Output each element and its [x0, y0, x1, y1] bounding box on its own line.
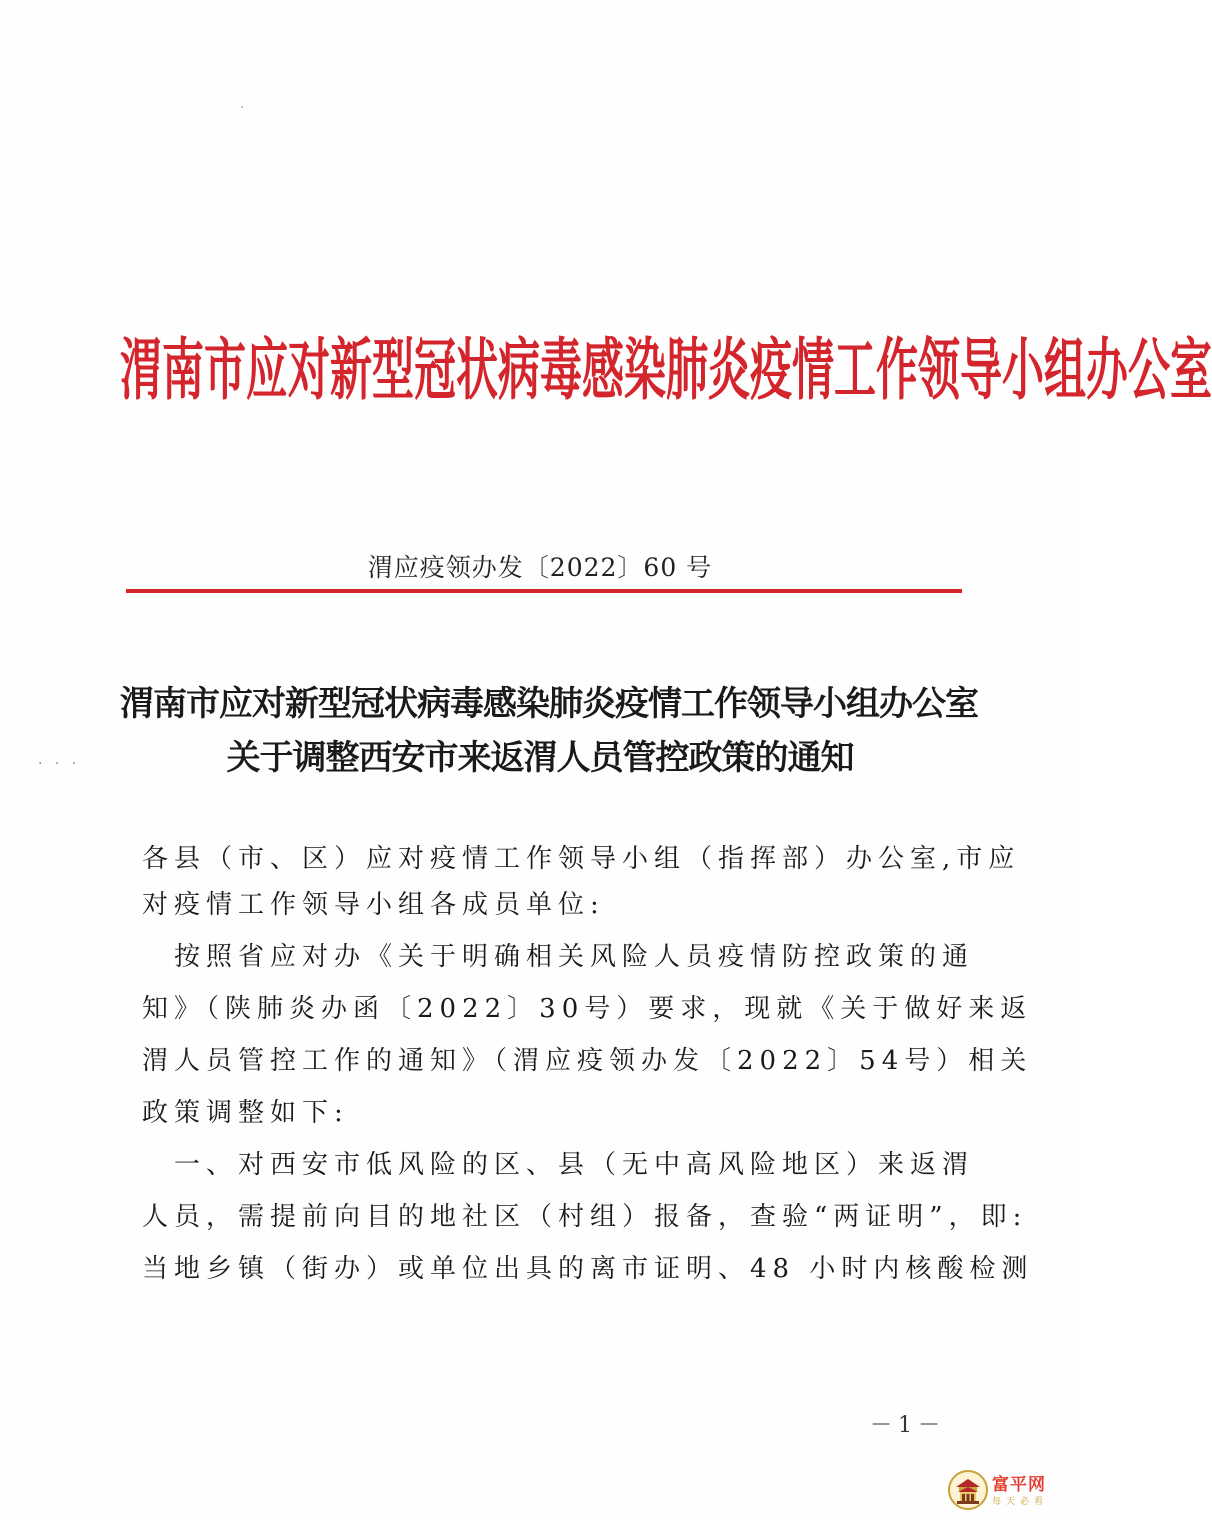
notice-title-line-2: 关于调整西安市来返渭人员管控政策的通知 — [226, 738, 854, 778]
body-line: 人员，需提前向目的地社区（村组）报备，查验“两证明”，即: — [142, 1202, 1028, 1232]
watermark-site-name: 富平网 — [992, 1475, 1046, 1495]
body-line: 对疫情工作领导小组各成员单位: — [142, 890, 605, 920]
scan-mark: · — [240, 100, 245, 116]
red-separator-line — [126, 589, 962, 593]
issuer-header: 渭南市应对新型冠状病毒感染肺炎疫情工作领导小组办公室 — [120, 330, 1212, 410]
notice-title-line-1: 渭南市应对新型冠状病毒感染肺炎疫情工作领导小组办公室 — [120, 684, 978, 724]
body-line: 政策调整如下: — [142, 1098, 349, 1128]
body-line: 按照省应对办《关于明确相关风险人员疫情防控政策的通 — [142, 942, 975, 972]
scan-speckles: · · · — [38, 756, 81, 772]
body-line: 知》（陕肺炎办函〔2022〕30号）要求，现就《关于做好来返 — [142, 994, 1033, 1024]
body-line: 一、对西安市低风险的区、县（无中高风险地区）来返渭 — [142, 1150, 975, 1180]
page-number: －1－ — [870, 1413, 946, 1438]
gate-tower-icon — [948, 1470, 988, 1510]
body-line: 当地乡镇（街办）或单位出具的离市证明、48 小时内核酸检测 — [142, 1254, 1034, 1284]
site-watermark — [948, 1470, 1072, 1514]
document-number: 渭应疫领办发〔2022〕60 号 — [367, 553, 713, 582]
body-line: 渭人员管控工作的通知》（渭应疫领办发〔2022〕54号）相关 — [142, 1046, 1033, 1076]
watermark-slogan: 每天必看 — [992, 1497, 1049, 1507]
body-line: 各县（市、区）应对疫情工作领导小组（指挥部）办公室,市应 — [142, 844, 1021, 874]
